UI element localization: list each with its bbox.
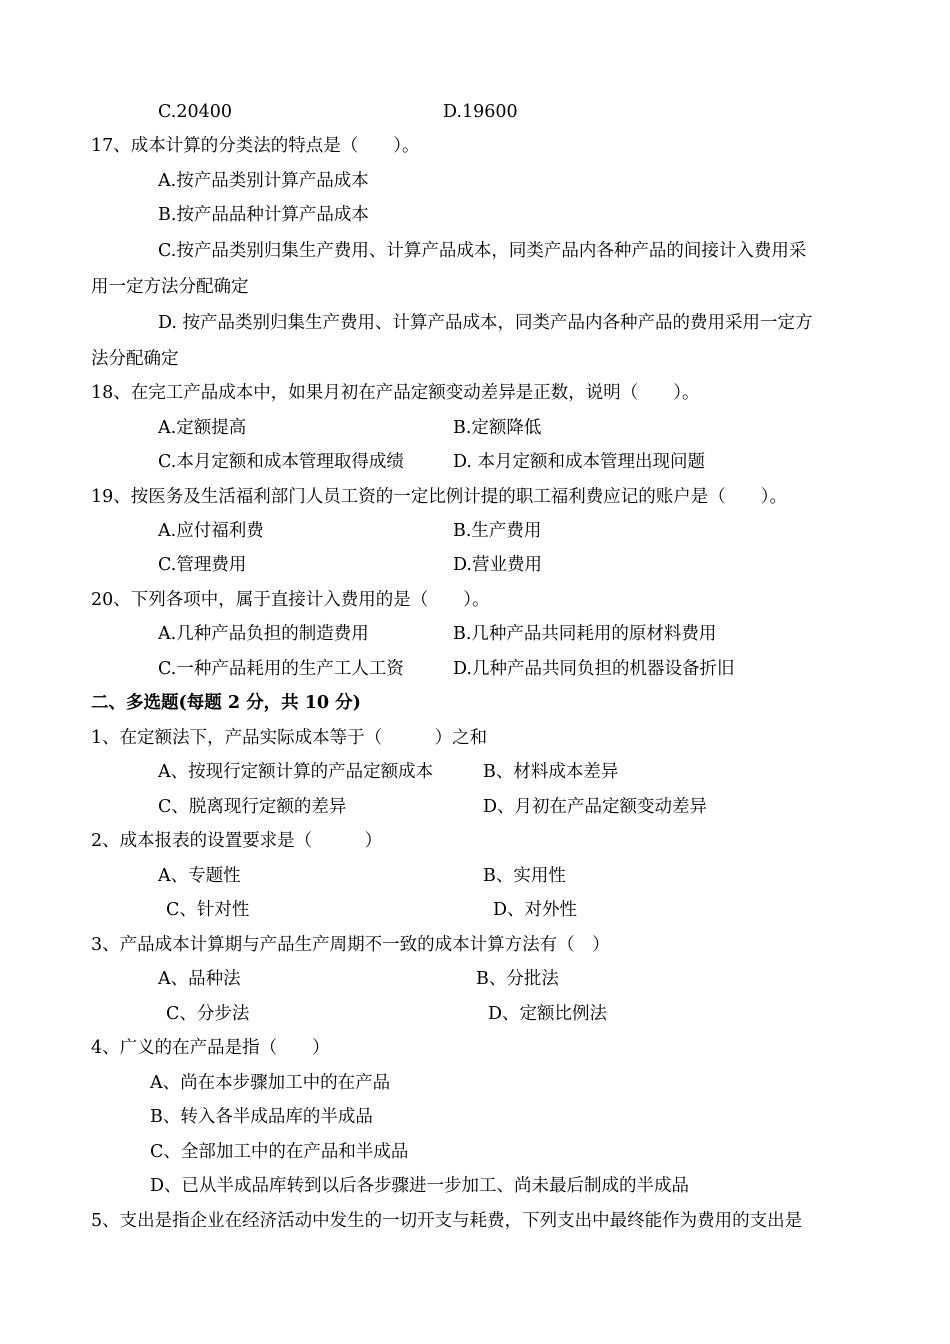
m4-stem: 4、广义的在产品是指（ ） (91, 1038, 330, 1058)
q20-option-b: B.几种产品共同耗用的原材料费用 (453, 624, 717, 644)
m4-option-d: D、已从半成品库转到以后各步骤进一步加工、尚未最后制成的半成品 (150, 1176, 690, 1196)
q20-option-c: C.一种产品耗用的生产工人工资 (158, 659, 404, 679)
m2-option-c: C、针对性 (166, 900, 250, 920)
q20-option-a: A.几种产品负担的制造费用 (158, 624, 369, 644)
q16-option-d: D.19600 (443, 102, 518, 122)
m3-option-d: D、定额比例法 (488, 1004, 608, 1024)
m1-option-c: C、脱离现行定额的差异 (158, 797, 347, 817)
q17-option-c-line1: C.按产品类别归集生产费用、计算产品成本，同类产品内各种产品的间接计入费用采 (158, 241, 807, 261)
m5-stem: 5、支出是指企业在经济活动中发生的一切开支与耗费，下列支出中最终能作为费用的支出是 (91, 1211, 803, 1231)
m2-option-d: D、对外性 (493, 900, 578, 920)
q20-option-d: D.几种产品共同负担的机器设备折旧 (453, 659, 735, 679)
q19-option-c: C.管理费用 (158, 555, 247, 575)
m2-option-a: A、专题性 (158, 866, 241, 886)
m2-option-b: B、实用性 (483, 866, 566, 886)
q16-option-c: C.20400 (158, 102, 232, 122)
q19-option-b: B.生产费用 (453, 521, 542, 541)
m3-option-a: A、品种法 (158, 969, 241, 989)
q17-option-d-line1: D. 按产品类别归集生产费用、计算产品成本，同类产品内各种产品的费用采用一定方 (158, 313, 813, 333)
m4-option-c: C、全部加工中的在产品和半成品 (150, 1142, 409, 1162)
q17-option-a: A.按产品类别计算产品成本 (158, 171, 369, 191)
q18-option-d: D. 本月定额和成本管理出现问题 (453, 452, 706, 472)
q18-stem: 18、在完工产品成本中，如果月初在产品定额变动差异是正数，说明（ ）。 (91, 383, 700, 403)
q17-stem: 17、成本计算的分类法的特点是（ ）。 (91, 136, 420, 156)
m4-option-b: B、转入各半成品库的半成品 (150, 1107, 373, 1127)
q17-option-d-line2: 法分配确定 (91, 349, 179, 369)
m1-option-b: B、材料成本差异 (483, 762, 619, 782)
m3-option-b: B、分批法 (476, 969, 559, 989)
q19-stem: 19、按医务及生活福利部门人员工资的一定比例计提的职工福利费应记的账户是（ ）。 (91, 487, 788, 507)
q18-option-b: B.定额降低 (453, 418, 542, 438)
q18-option-a: A.定额提高 (158, 418, 247, 438)
q19-option-d: D.营业费用 (453, 555, 542, 575)
section-heading-multiple-choice: 二、多选题(每题 2 分，共 10 分) (91, 693, 361, 713)
q20-stem: 20、下列各项中，属于直接计入费用的是（ ）。 (91, 590, 490, 610)
m2-stem: 2、成本报表的设置要求是（ ） (91, 831, 383, 851)
m4-option-a: A、尚在本步骤加工中的在产品 (150, 1073, 391, 1093)
m1-option-a: A、按现行定额计算的产品定额成本 (158, 762, 434, 782)
q17-option-b: B.按产品品种计算产品成本 (158, 205, 369, 225)
m3-stem: 3、产品成本计算期与产品生产周期不一致的成本计算方法有（ ） (91, 935, 610, 955)
m1-option-d: D、月初在产品定额变动差异 (483, 797, 708, 817)
q17-option-c-line2: 用一定方法分配确定 (91, 277, 249, 297)
q18-option-c: C.本月定额和成本管理取得成绩 (158, 452, 404, 472)
m3-option-c: C、分步法 (166, 1004, 250, 1024)
q19-option-a: A.应付福利费 (158, 521, 264, 541)
m1-stem: 1、在定额法下，产品实际成本等于（ ）之和 (91, 728, 488, 748)
